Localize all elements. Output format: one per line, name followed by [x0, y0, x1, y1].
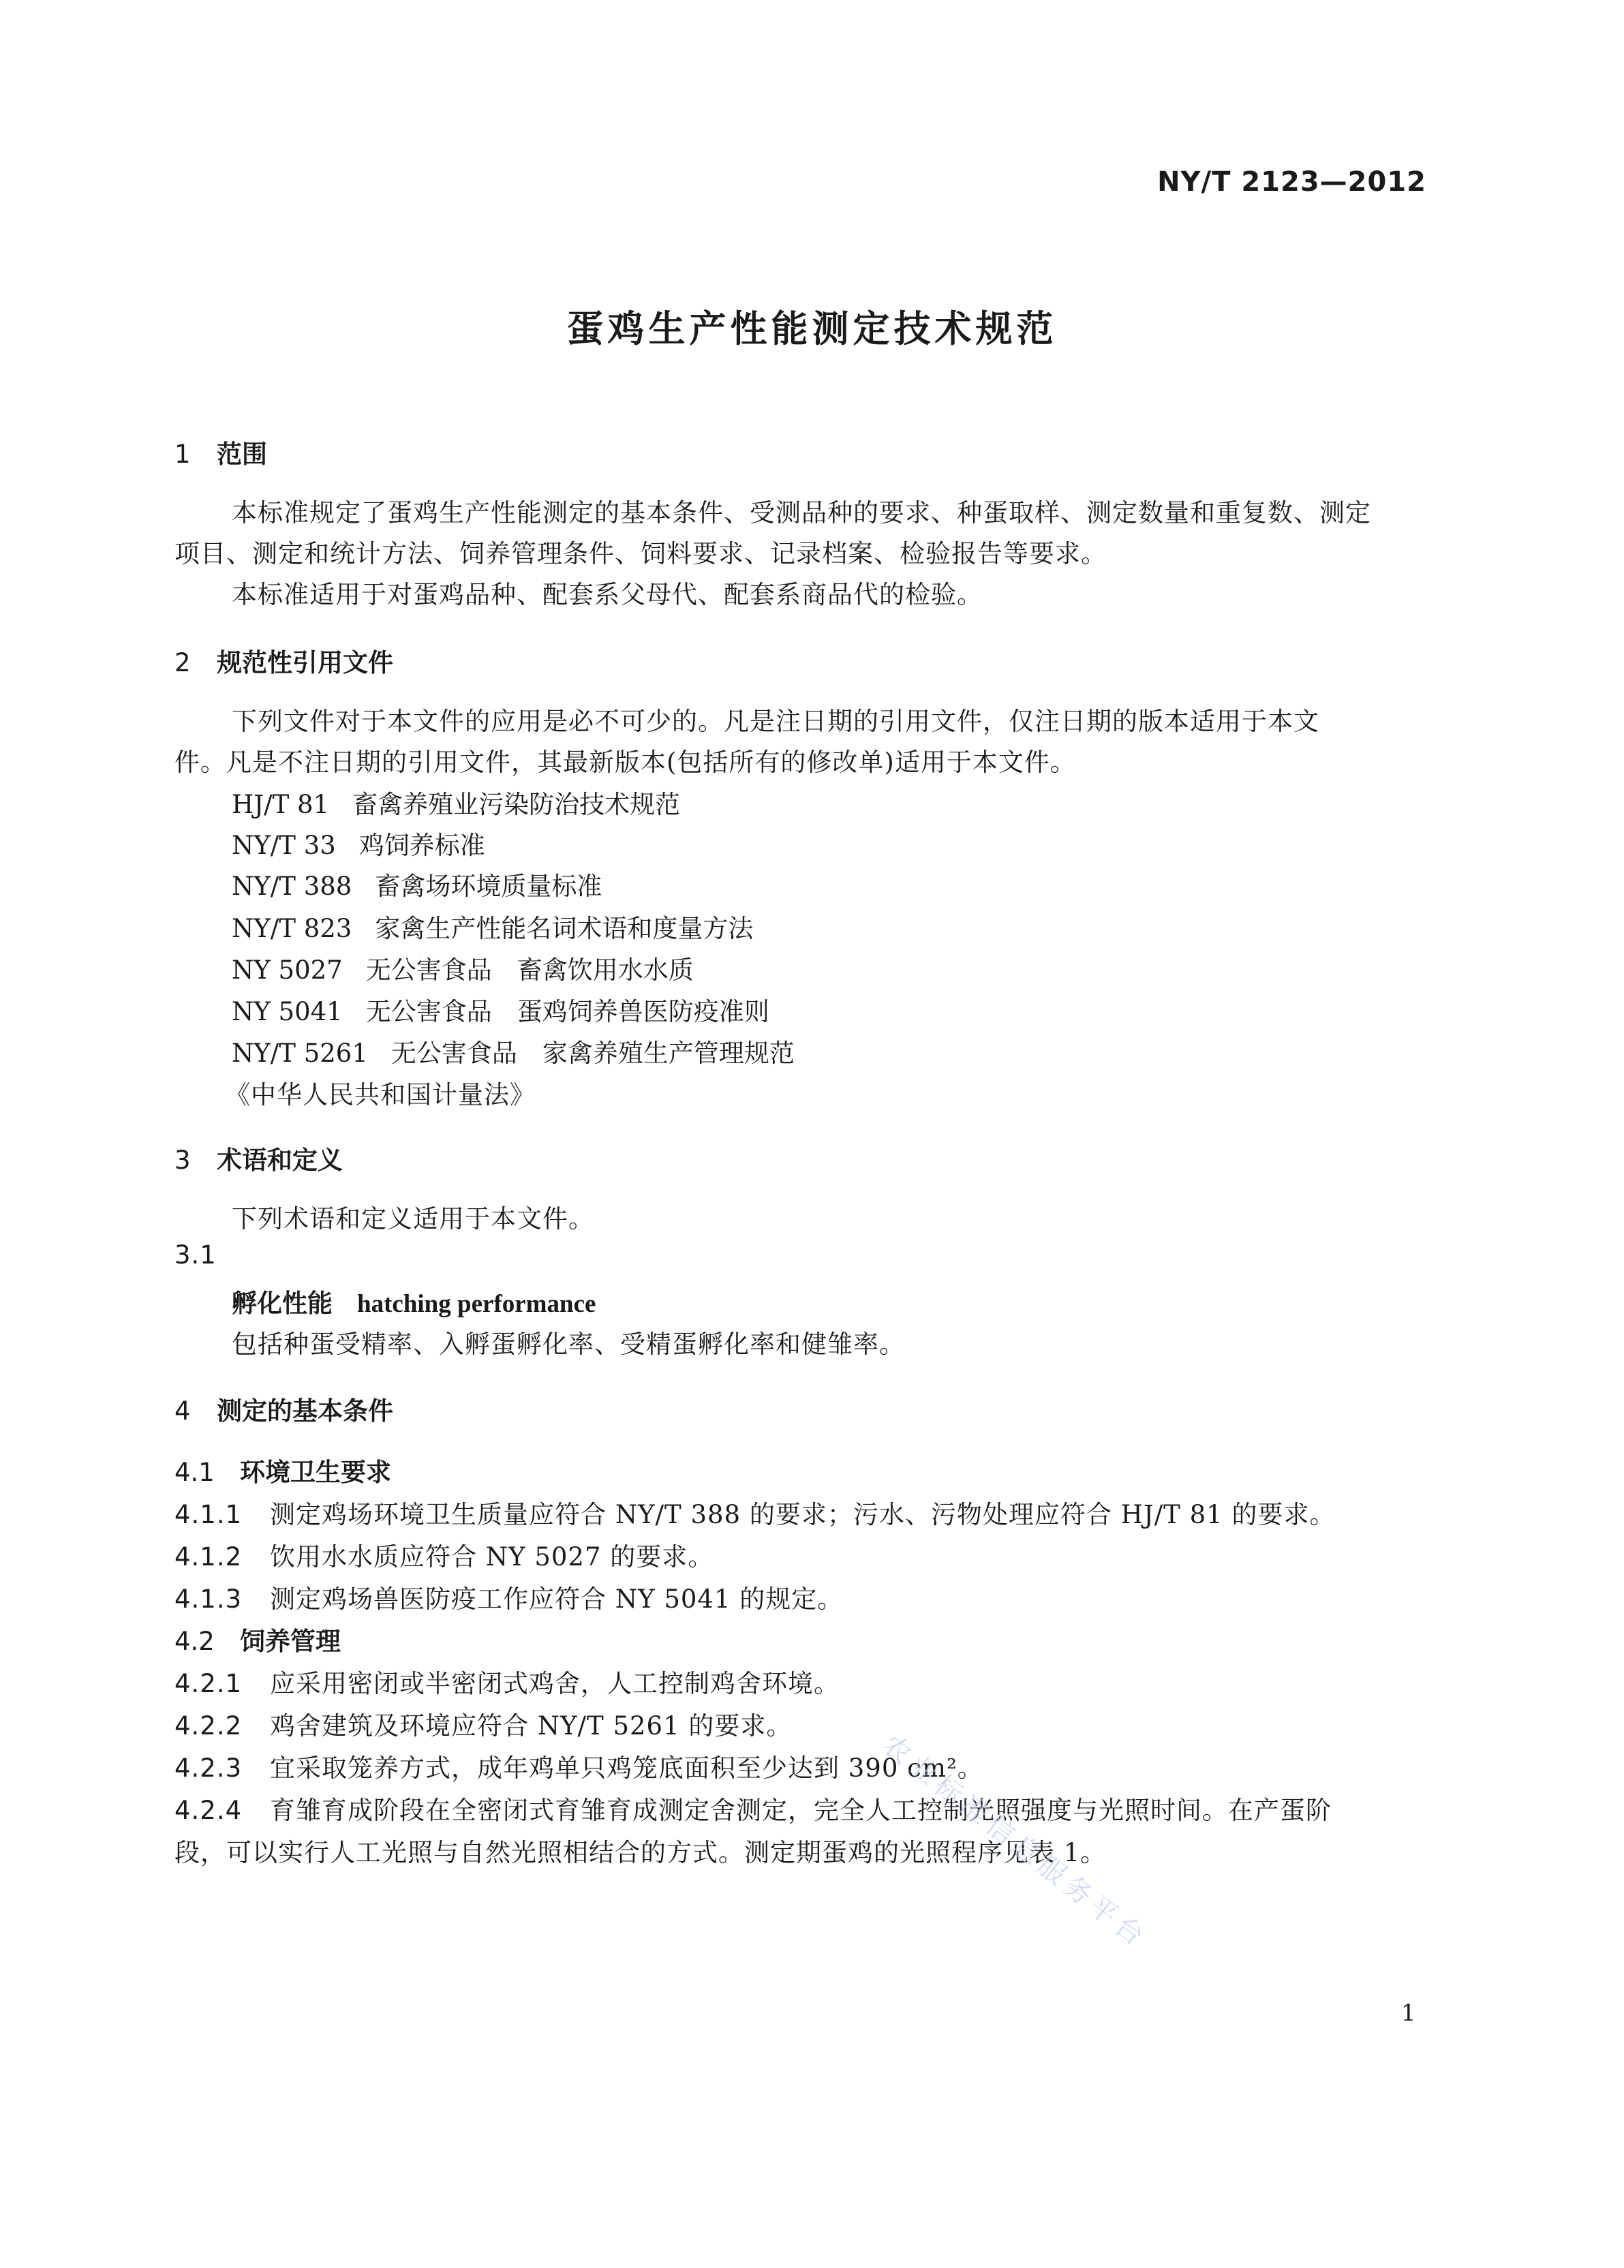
clause-number: 4.1.2 [174, 1542, 243, 1572]
reference-title: 无公害食品 家禽养殖生产管理规范 [390, 1039, 795, 1068]
clause-4-1-3 [174, 1578, 843, 1615]
reference-code: NY/T 5261 [232, 1039, 368, 1068]
clause-4-2-2 [174, 1705, 792, 1742]
section-title: 规范性引用文件 [217, 648, 393, 677]
section-3-heading [174, 1139, 343, 1176]
section-number: 4 [174, 1396, 191, 1426]
page-title: 蛋鸡生产性能测定技术规范 [566, 307, 1058, 350]
paragraph: 项目、测定和统计方法、饲养管理条件、饲料要求、记录档案、检验报告等要求。 [174, 539, 1107, 568]
subsection-4-1-heading [174, 1452, 391, 1488]
subsection-title: 环境卫生要求 [240, 1458, 391, 1487]
clause-continuation: 段，可以实行人工光照与自然光照相结合的方式。测定期蛋鸡的光照程序见表 1。 [174, 1838, 1107, 1867]
watermark: 农业标准信息服务平台 [876, 1729, 1154, 1955]
reference-item [232, 865, 602, 902]
reference-law: 《中华人民共和国计量法》 [225, 1080, 536, 1109]
page-number: 1 [1401, 1999, 1416, 2027]
section-number: 3 [174, 1146, 191, 1175]
term-english: hatching performance [357, 1290, 596, 1318]
clause-text: 测定鸡场环境卫生质量应符合 NY/T 388 的要求；污水、污物处理应符合 HJ/T 81 的要求。 [270, 1500, 1336, 1529]
reference-item [232, 825, 485, 861]
clause-text: 育雏育成阶段在全密闭式育雏育成测定舍测定，完全人工控制光照强度与光照时间。在产蛋阶 [270, 1796, 1332, 1825]
section-1-heading [174, 433, 267, 470]
section-title: 测定的基本条件 [217, 1396, 393, 1426]
clause-number: 4.1.3 [174, 1584, 243, 1614]
paragraph: 下列术语和定义适用于本文件。 [232, 1204, 594, 1233]
reference-title: 畜禽场环境质量标准 [375, 872, 602, 901]
subsection-4-2-heading [174, 1621, 341, 1657]
clause-4-2-4 [174, 1790, 1332, 1826]
reference-title: 鸡饲养标准 [358, 831, 485, 860]
reference-title: 无公害食品 蛋鸡饲养兽医防疫准则 [365, 997, 769, 1026]
section-number: 2 [174, 648, 191, 677]
term-number: 3.1 [174, 1240, 217, 1270]
reference-code: NY 5027 [232, 955, 343, 985]
term-definition: 包括种蛋受精率、入孵蛋孵化率、受精蛋孵化率和健雏率。 [232, 1330, 905, 1359]
reference-item [232, 949, 694, 986]
paragraph: 本标准适用于对蛋鸡品种、配套系父母代、配套系商品代的检验。 [232, 580, 983, 609]
reference-title: 畜禽养殖业污染防治技术规范 [352, 790, 681, 819]
reference-code: NY 5041 [232, 997, 343, 1026]
clause-text: 测定鸡场兽医防疫工作应符合 NY 5041 的规定。 [270, 1584, 844, 1614]
reference-item [232, 991, 769, 1028]
clause-4-2-1 [174, 1663, 840, 1700]
subsection-number: 4.1 [174, 1458, 215, 1487]
reference-title: 无公害食品 畜禽饮用水水质 [365, 955, 694, 985]
section-4-heading [174, 1390, 393, 1427]
clause-number: 4.2.2 [174, 1711, 243, 1741]
clause-number: 4.2.3 [174, 1753, 243, 1783]
reference-item [232, 908, 753, 945]
clause-text: 宜采取笼养方式，成年鸡单只鸡笼底面积至少达到 390 cm²。 [270, 1753, 983, 1783]
section-2-heading [174, 642, 393, 679]
clause-text: 应采用密闭或半密闭式鸡舍，人工控制鸡舍环境。 [270, 1669, 840, 1698]
section-title: 范围 [217, 440, 267, 469]
clause-number: 4.2.1 [174, 1669, 243, 1698]
reference-item [232, 784, 680, 821]
reference-code: NY/T 388 [232, 872, 352, 901]
subsection-number: 4.2 [174, 1627, 215, 1656]
term-chinese: 孵化性能 [232, 1288, 333, 1318]
section-number: 1 [174, 440, 191, 469]
reference-code: HJ/T 81 [232, 790, 330, 819]
standard-code: NY/T 2123—2012 [1157, 166, 1426, 198]
clause-number: 4.1.1 [174, 1500, 243, 1529]
clause-text: 饮用水水质应符合 NY 5027 的要求。 [270, 1542, 714, 1572]
reference-code: NY/T 33 [232, 831, 336, 860]
clause-number: 4.2.4 [174, 1796, 243, 1825]
paragraph: 下列文件对于本文件的应用是必不可少的。凡是注日期的引用文件，仅注日期的版本适用于本文 [232, 707, 1319, 736]
reference-title: 家禽生产性能名词术语和度量方法 [375, 914, 754, 943]
clause-4-1-1 [174, 1494, 1335, 1531]
term-heading [232, 1283, 596, 1319]
paragraph: 本标准规定了蛋鸡生产性能测定的基本条件、受测品种的要求、种蛋取样、测定数量和重复数、测定 [232, 498, 1371, 527]
clause-text: 鸡舍建筑及环境应符合 NY/T 5261 的要求。 [270, 1711, 793, 1741]
subsection-title: 饲养管理 [240, 1627, 341, 1656]
reference-item [232, 1032, 795, 1069]
clause-4-1-2 [174, 1536, 714, 1573]
clause-4-2-3 [174, 1747, 983, 1784]
paragraph: 件。凡是不注日期的引用文件，其最新版本(包括所有的修改单)适用于本文件。 [174, 748, 1076, 777]
section-title: 术语和定义 [217, 1146, 343, 1175]
reference-code: NY/T 823 [232, 914, 352, 943]
